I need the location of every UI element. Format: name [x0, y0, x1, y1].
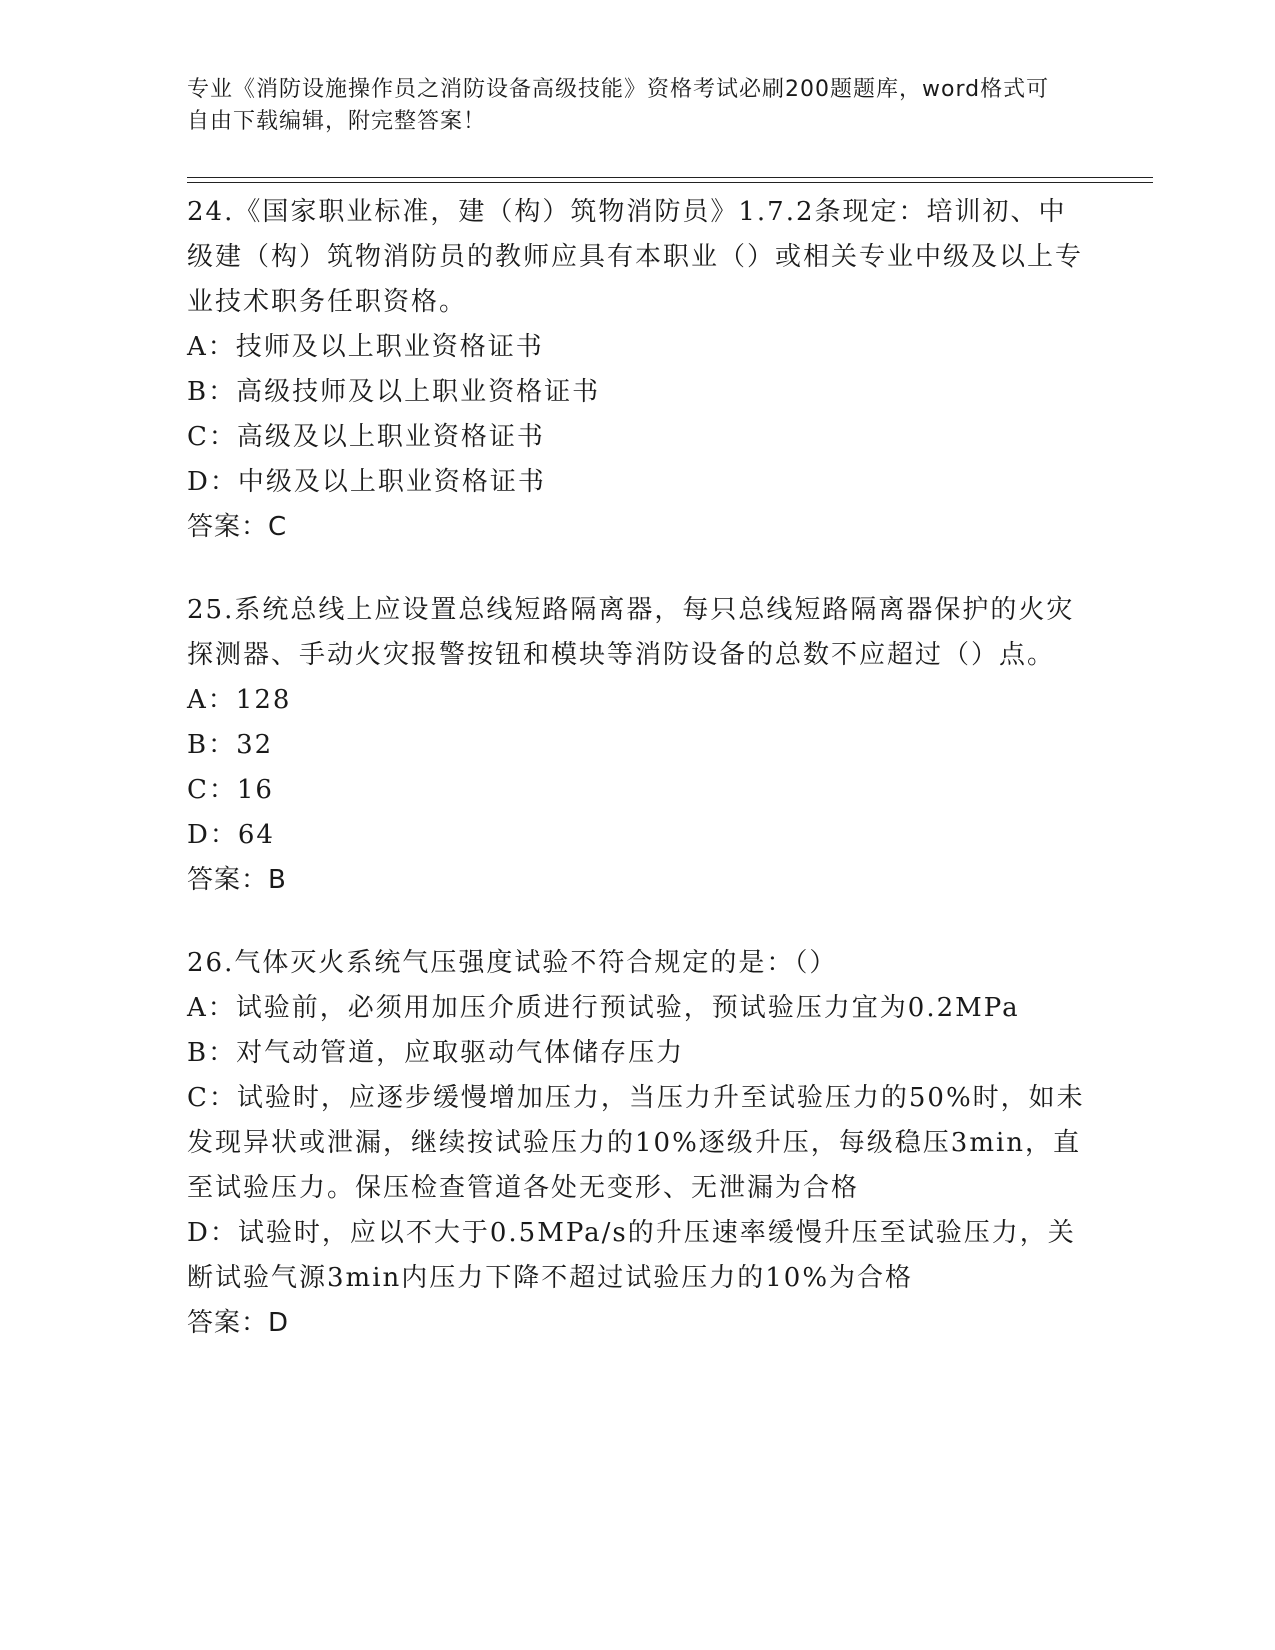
- question-stem: 25.系统总线上应设置总线短路隔离器，每只总线短路隔离器保护的火灾探测器、手动火灾报警按钮和模块等消防设备的总数不应超过（）点。: [187, 595, 1075, 670]
- answer-label: 答案：B: [187, 865, 287, 895]
- option-a: A：试验前，必须用加压介质进行预试验，预试验压力宜为0.2MPa: [187, 993, 1020, 1023]
- header-divider: [187, 177, 1153, 183]
- option-b: B：高级技师及以上职业资格证书: [187, 377, 601, 407]
- option-b: B：32: [187, 730, 274, 760]
- answer-label: 答案：D: [187, 1308, 290, 1338]
- option-d: D：64: [187, 820, 275, 850]
- option-c: C：16: [187, 775, 274, 805]
- option-c: C：试验时，应逐步缓慢增加压力，当压力升至试验压力的50%时，如未发现异状或泄漏，继续按试验压力的10%逐级升压，每级稳压3min，直至试验压力。保压检查管道各处无变形、无泄漏为合格: [187, 1083, 1085, 1203]
- option-a: A：技师及以上职业资格证书: [187, 332, 544, 362]
- option-d: D：试验时，应以不大于0.5MPa/s的升压速率缓慢升压至试验压力，关断试验气源3min内压力下降不超过试验压力的10%为合格: [187, 1218, 1076, 1293]
- question-25: [187, 588, 1087, 903]
- question-24: [187, 190, 1087, 550]
- question-stem: 26.气体灭火系统气压强度试验不符合规定的是：（）: [187, 948, 838, 978]
- answer-label: 答案：C: [187, 512, 288, 542]
- option-a: A：128: [187, 685, 292, 715]
- question-26: [187, 941, 1087, 1346]
- option-c: C：高级及以上职业资格证书: [187, 422, 545, 452]
- option-d: D：中级及以上职业资格证书: [187, 467, 546, 497]
- question-list: [187, 190, 1087, 1384]
- option-b: B：对气动管道，应取驱动气体储存压力: [187, 1038, 685, 1068]
- document-header: 专业《消防设施操作员之消防设备高级技能》资格考试必刷200题题库，word格式可自由下载编辑，附完整答案！: [187, 77, 1050, 134]
- question-stem: 24.《国家职业标准，建（构）筑物消防员》1.7.2条现定：培训初、中级建（构）筑物消防员的教师应具有本职业（）或相关专业中级及以上专业技术职务任职资格。: [187, 197, 1084, 317]
